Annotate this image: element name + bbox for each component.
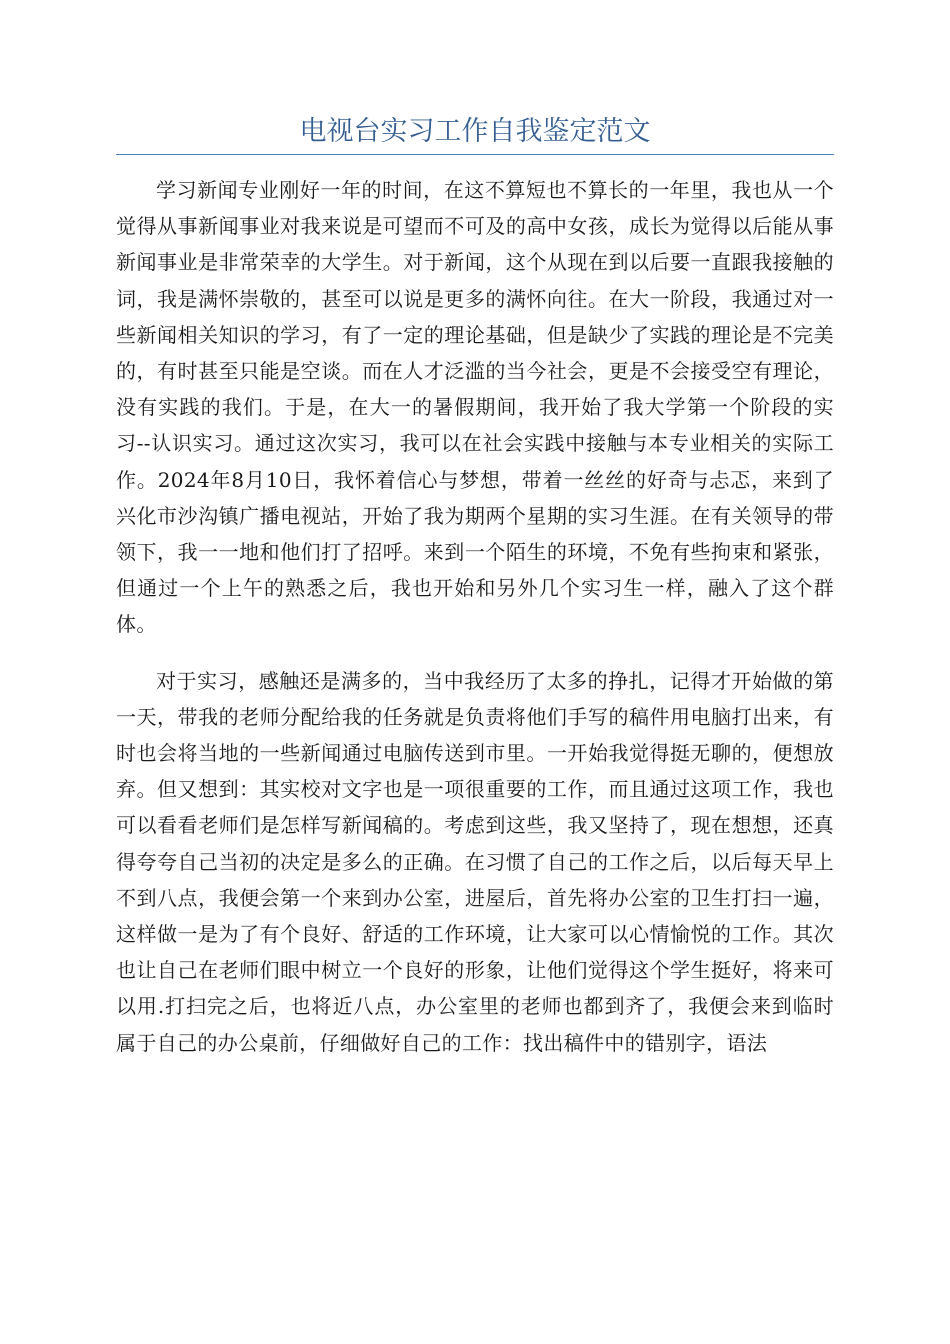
- paragraph-2: 对于实习，感触还是满多的，当中我经历了太多的挣扎，记得才开始做的第一天，带我的老师分配给我的任务就是负责将他们手写的稿件用电脑打出来，有时也会将当地的一些新闻通过电脑传送到市里。一开始我觉得挺无聊的，便想放弃。但又想到：其实校对文字也是一项很重要的工作，而且通过这项工作，我也可以看看老师们是怎样写新闻稿的。考虑到这些，我又坚持了，现在想想，还真得夸夸自己当初的决定是多么的正确。在习惯了自己的工作之后，以后每天早上不到八点，我便会第一个来到办公室，进屋后，首先将办公室的卫生打扫一遍，这样做一是为了有个良好、舒适的工作环境，让大家可以心情愉悦的工作。其次也让自己在老师们眼中树立一个良好的形象，让他们觉得这个学生挺好，将来可以用.打扫完之后，也将近八点，办公室里的老师也都到齐了，我便会来到临时属于自己的办公桌前，仔细做好自己的工作：找出稿件中的错别字，语法: [116, 668, 834, 1055]
- title-underline: [116, 154, 834, 155]
- document-title: 电视台实习工作自我鉴定范文: [299, 116, 651, 147]
- document-body: [116, 172, 834, 1061]
- paragraph-1: 学习新闻专业刚好一年的时间，在这不算短也不算长的一年里，我也从一个觉得从事新闻事业对我来说是可望而不可及的高中女孩，成长为觉得以后能从事新闻事业是非常荣幸的大学生。对于新闻，这个从现在到以后要一直跟我接触的词，我是满怀崇敬的，甚至可以说是更多的满怀向往。在大一阶段，我通过对一些新闻相关知识的学习，有了一定的理论基础，但是缺少了实践的理论是不完美的，有时甚至只能是空谈。而在人才泛滥的当今社会，更是不会接受空有理论，没有实践的我们。于是，在大一的暑假期间，我开始了我大学第一个阶段的实习--认识实习。通过这次实习，我可以在社会实践中接触与本专业相关的实际工作。2024年8月10日，我怀着信心与梦想，带着一丝丝的好奇与忐忑，来到了兴化市沙沟镇广播电视站，开始了我为期两个星期的实习生涯。在有关领导的带领下，我一一地和他们打了招呼。来到一个陌生的环境，不免有些拘束和紧张，但通过一个上午的熟悉之后，我也开始和另外几个实习生一样，融入了这个群体。: [116, 178, 834, 637]
